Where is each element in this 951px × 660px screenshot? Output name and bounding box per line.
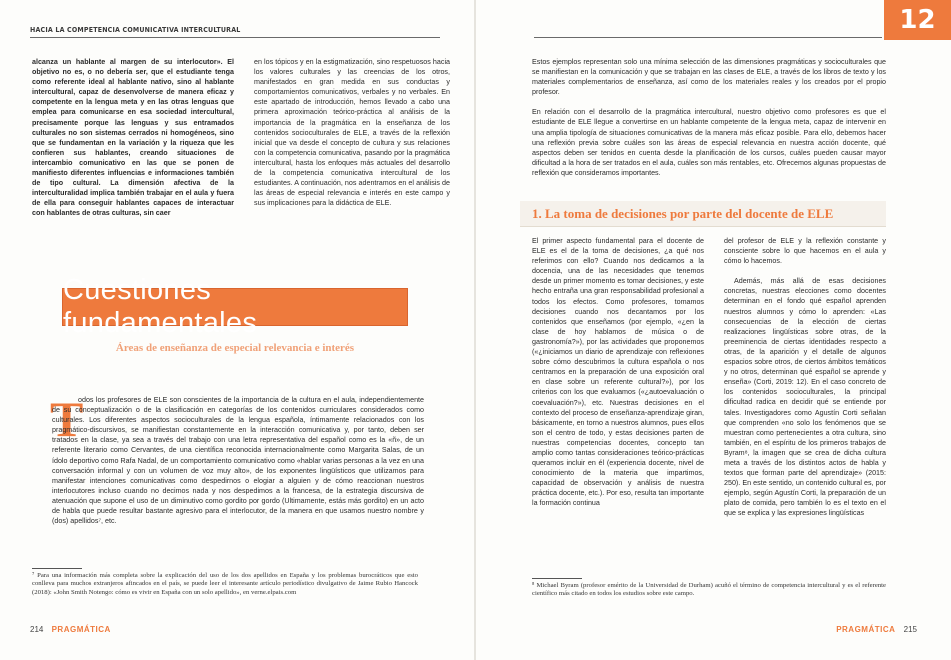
right-column-2 [724, 236, 886, 519]
brand-right: PRAGMÁTICA [836, 625, 896, 634]
page-number-left: 214 [30, 625, 44, 634]
footer-right [836, 625, 917, 634]
intro-paragraph [50, 391, 424, 526]
footnote-rule-right [532, 578, 582, 579]
section-subtitle: Áreas de enseñanza de especial relevancia e interés [115, 342, 355, 354]
page-number-right: 215 [903, 625, 917, 634]
brand-left: PRAGMÁTICA [51, 625, 111, 634]
chapter-number: 12 [899, 5, 936, 35]
footer-left [30, 625, 111, 634]
footnote-right: ⁸ Michael Byram (profesor emérito de la Universidad de Durham) acuñó el término de competencia intercultural y es el referente científico más citado en todos los estudios sobre este campo. [532, 582, 886, 598]
right-col1-paragraph: El primer aspecto fundamental para el docente de ELE es el de la toma de decisiones, ¿a qué nos referimos con ello? Cuando nos dedicamos a la docencia, una de las necesidades que tenemos desde un primer momento es tomar decisiones, y este hecho entraña una gran responsabilidad profesional a todos los efectos. Como profesores, tomamos decisiones cuando nos decantamos por los contenidos que enseñamos (por ejemplo, «¿en la clase de hoy hablamos de música o de gastronomía?»), por las actividades que proponemos («¿iniciamos un diario de aprendizaje con reflexiones sobre cómo descubrimos la cultura española o nos centramos en la preparación de una exposición oral en clase sobre un referente cultural?»), por los criterios con los que evaluamos («¿autoevaluación o coevaluación?»), etc. Nuestras decisiones en el contexto del proceso de enseñanza-aprendizaje giran, básicamente, en torno a nuestros alumnos, pues ellos son el centro de todo, y estas decisiones parten de nuestras competencias docentes, concepto tan amplio como tantas consideraciones teórico-prácticas queramos incluir en él (experiencia docente, nivel de conocimiento de la materia que impartimos, capacidad de observación y análisis de nuestra práctica docente, etc.). Por eso, resulta tan importante la formación continua [532, 237, 704, 508]
right-col2-paragraph-2: Además, más allá de esas decisiones concretas, nuestras elecciones como docentes determinan en el fondo qué español aprenden nuestros alumnos y cómo lo aprenden: «Las consecuencias de la elección de ciertas realizaciones lingüísticas sobre otras, de la preeminencia de ciertas identidades respecto a otras, de la aparición y el detalle de algunos espacios sobre otros, de ciertos ámbitos temáticos y no otros, determinan qué español se aprende y enseña» (Corti, 2019: 12). En el caso concreto de los contenidos socioculturales, la principal dificultad radica en decidir qué se entiende por tales. Investigadores como Agustín Corti señalan que comprenden «no solo los fenómenos que se muestran como pertenecientes a otra cultura, sino también, en el espíritu de los primeros trabajos de Byram⁸, la imagen que se crea de dicha cultura meta a través de los distintos actos de habla y textos que forman parte del aprendizaje» (2015: 250). En este sentido, un contenido cultural es, por ejemplo, según Agustín Corti, la preparación de un plato de comida, pero también lo es el texto en el que se explica y las expresiones lingüísticas [724, 277, 886, 518]
right-column-1 [532, 236, 704, 509]
running-header-left: HACIA LA COMPETENCIA COMUNICATIVA INTERCULTURAL [30, 26, 241, 34]
right-col2-paragraph-1: del profesor de ELE y la reflexión constante y consciente sobre lo que hacemos en el aula y cómo lo hacemos. [724, 237, 886, 266]
right-paragraph-2: En relación con el desarrollo de la pragmática intercultural, nuestro objetivo como profesores es que el estudiante de ELE llegue a convertirse en un hablante competente de la lengua meta, capaz de intervenir en una amplia tipología de situaciones comunicativas de la manera más eficaz posible. Para ello, debemos hacer una reflexión previa sobre cuáles son las áreas de especial relevancia en nuestra acción docente, qué aspectos deben ser tenidos en cuenta desde la planificación de los cursos, cuáles pueden causar mayor dificultad a la hora de ser tratados en el aula, cuáles son más rentables, etc. Ofrecemos algunas propuestas de reflexión que consideramos importantes. [532, 108, 886, 177]
header-rule-right [534, 37, 882, 38]
footnote-left: ⁷ Para una información más completa sobre la explicación del uso de los dos apellidos en España y los problemas burocráticos que esto conlleva para muchos extranjeros afincados en el país, se puede leer el interesante artículo periodístico divulgativo de Jaime Rubio Hancock (2018): «John Smith Notengo: cómo es vivir en España con un solo apellido», en verne.elpais.com [32, 572, 418, 596]
right-top-text [532, 57, 886, 178]
footnote-rule-left [32, 568, 82, 569]
right-paragraph-1: Estos ejemplos representan solo una mínima selección de las dimensiones pragmáticas y socioculturales que se manifiestan en la comunicación y que se trabajan en las clases de ELE, a través de los libros de texto y los materiales complementarios de enseñanza, así como de los materiales reales y los creados por el propio profesor. [532, 58, 886, 97]
left-col2-paragraph: en los tópicos y en la estigmatización, sino respetuosos hacia los valores culturales y las creencias de los otros, manifestados en gran medida en sus conductas y comportamientos comunicativos, verbales y no verbales. En este apartado de introducción, hemos llevado a cabo una primera aproximación teórico-práctica al análisis de la importancia de la pragmática en la enseñanza de los contenidos socioculturales de ELE, a través de la reflexión inicial que va desde el concepto de cultura y sus relaciones con la competencia comunicativa, pasando por la pragmática intercultural, hasta los enfoques más actuales del desarrollo de la competencia comunicativa intercultural de los estudiantes. A continuación, nos adentramos en el análisis de las áreas de especial relevancia e interés en este campo y sus implicaciones para la didáctica de ELE. [254, 58, 450, 208]
left-column-2 [254, 57, 450, 208]
book-gutter [474, 0, 476, 660]
left-column-1 [32, 57, 234, 219]
section-title: Cuestiones fundamentales [63, 274, 258, 339]
left-col1-paragraph: alcanza un hablante al margen de su interlocutor». El objetivo no es, o no debería ser, que el estudiante tenga como referente ideal al hablante nativo, sino al hablante intercultural, capaz de desenvolverse de manera eficaz y competente en la lengua meta y en las otras lenguas que emplea para comunicarse en esa sociedad intercultural, precisamente porque las lenguas y sus entramados culturales no son sistemas cerrados ni homogéneos, sino que se fundamentan en la variación y la riqueza que les confieren sus hablantes, creando situaciones de intercambio comunicativo en las que se ponen de manifiesto diferentes influencias e informaciones también de tipo cultural. La dimensión afectiva de la interculturalidad implica también trabajar en el aula y fuera de ella para conseguir hablantes capaces de interactuar con hablantes de otras culturas, sin caer [32, 58, 234, 218]
chapter-number-box [884, 0, 951, 40]
header-rule-left [30, 37, 440, 38]
intro-text: odos los profesores de ELE son conscientes de la importancia de la cultura en el aula, independientemente de su conceptualización o de la clasificación en categorías de los contenidos curriculares considerados como culturales. Los diferentes aspectos socioculturales de la lengua española, íntimamente relacionados con los pragmático-discursivos, se manifiestan constantemente en la interacción comunicativa y, por tanto, deben ser tratados en la clase, ya sea a través del trabajo con una letra representativa del español como es la «ñ», de un referente literario como Cervantes, de una científica reconocida internacionalmente como Margarita Salas, de un ídolo deportivo como Rafa Nadal, de un comportamiento comunicativo como «hablar varias personas a la vez en una conversación informal y con un volumen de voz muy alto», de los exponentes lingüísticos que utilizamos para manifestar intenciones comunicativas como despedirnos o elogiar a alguien y de cómo reaccionan nuestros interlocutores incluso cuando no decimos nada y nos despedimos a la francesa, de la estrategia discursiva de atenuación que supone el uso de un diminutivo como gordito por gordo (Ultimamente, estás más gordito) en un acto de habla que puede resultar bastante agresivo para el interlocutor, de la manera en que usamos nuestro nombre y (dos) apellidos⁷, etc. [52, 396, 424, 526]
drop-cap: T [50, 391, 84, 447]
section-title-box [62, 274, 408, 339]
section-heading: 1. La toma de decisiones por parte del docente de ELE [532, 206, 834, 221]
